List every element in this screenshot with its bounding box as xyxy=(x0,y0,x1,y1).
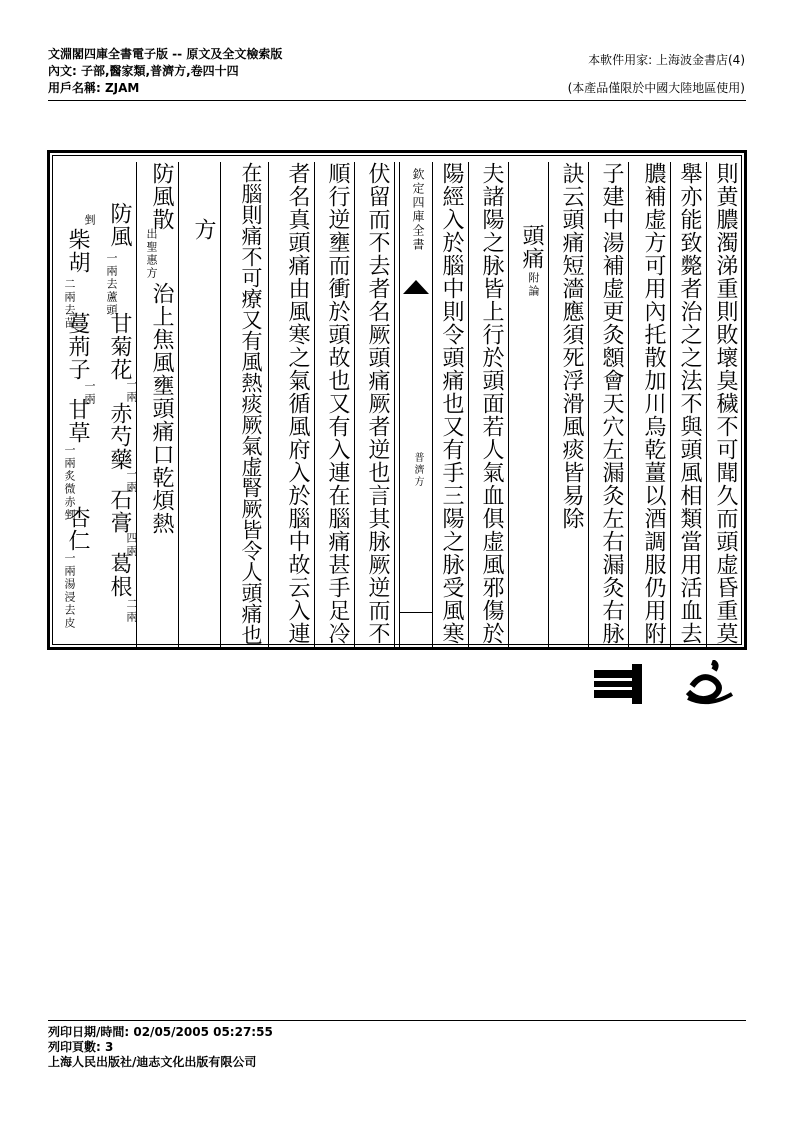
annotation-shaoyao: 一兩 xyxy=(125,468,138,494)
annotation-gegen: 二兩 xyxy=(125,598,138,624)
header-username: 用戶名稱: ZJAM xyxy=(48,81,140,95)
text-column: 則黄膿濁涕重則敗壞臭穢不可聞久而頭虚昏重莫 xyxy=(713,162,738,645)
header-licensee: 本軟件用家: 上海波金書店(4) xyxy=(588,53,745,67)
ingredients-column-1 xyxy=(101,162,137,648)
center-gutter xyxy=(399,162,433,648)
formula-title: 防風散 xyxy=(149,162,174,231)
annotation-juhua: 一兩 xyxy=(125,378,138,404)
annotation-gancao: 一兩炙微赤剉 xyxy=(63,444,76,522)
header-content-path: 內文: 子部,醫家類,普濟方,卷四十四 xyxy=(48,64,239,78)
annotation-xingren: 一兩湯浸去皮 xyxy=(63,552,76,630)
page-inner-border xyxy=(52,155,742,645)
page-frame xyxy=(47,150,747,650)
text-column: 夫諸陽之脉皆上行於頭面若人氣血俱虚風邪傷於 xyxy=(473,162,509,648)
header-title: 文淵閣四庫全書電子版 -- 原文及全文檢索版 xyxy=(48,47,283,61)
header-left xyxy=(48,46,282,97)
herb-shaoyao: 赤芍藥 xyxy=(107,402,132,471)
annotation-chaihu: 二兩去苗 xyxy=(63,278,76,330)
section-heading: 頭痛 xyxy=(519,224,544,270)
herb-gegen: 葛根 xyxy=(107,552,132,598)
text-column: 在腦則痛不可療又有風熱痰厥氣虚腎厥皆令人頭痛也 xyxy=(233,162,269,648)
fang-heading: 方 xyxy=(191,218,216,241)
footer-rule xyxy=(48,1020,746,1021)
gutter-volume-title: 普濟方 xyxy=(412,452,423,488)
herb-fangfeng: 防風 xyxy=(107,202,132,248)
text-column: 舉亦能致斃者治之之法不與頭風相類當用活血去 xyxy=(671,162,707,648)
herb-manjingzi: 蔓荊子 xyxy=(65,312,90,381)
text-column: 子建中湯補虚更灸顖會天穴左漏灸左右漏灸右脉 xyxy=(593,162,629,648)
herb-gancao: 甘草 xyxy=(65,398,90,444)
text-column: 順行逆壅而衝於頭故也又有入連在腦痛甚手足冷 xyxy=(319,162,355,648)
text-column: 伏留而不去者名厥頭痛厥者逆也言其脉厥逆而不 xyxy=(359,162,395,648)
footer xyxy=(48,1025,273,1070)
gutter-divider xyxy=(400,612,432,613)
ingredients-column-2 xyxy=(59,162,95,648)
formula-indication: 治上焦風壅頭痛口乾煩熱 xyxy=(149,282,174,535)
formula-title-column xyxy=(143,162,179,648)
annotation-fangfeng: 一兩去蘆頭 xyxy=(105,252,118,317)
text-column: 膿補虚方可用內托散加川烏乾薑以酒調服仍用附 xyxy=(635,162,671,648)
header-usage-note: (本產品僅限於中國大陸地區使用) xyxy=(567,81,745,95)
herb-xingren: 杏仁 xyxy=(65,506,90,552)
header-right xyxy=(568,46,745,102)
annotation-cuo: 剉 xyxy=(83,214,96,227)
text-column: 陽經入於腦中則令頭痛也又有手三陽之脉受風寒 xyxy=(433,162,469,648)
herb-chaihu: 柴胡 xyxy=(65,228,90,274)
text-column: 訣云頭痛短濇應須死浮滑風痰皆易除 xyxy=(553,162,589,648)
header-rule xyxy=(48,100,746,101)
annotation-futou: 附論 xyxy=(527,272,540,298)
fang-heading-column xyxy=(185,162,221,648)
publisher-name: 上海人民出版社/迪志文化出版有限公司 xyxy=(48,1055,257,1069)
gutter-fishtail-icon xyxy=(403,280,429,294)
publisher-logo-icon xyxy=(592,660,742,708)
annotation-source: 出聖惠方 xyxy=(145,228,158,280)
print-datetime: 列印日期/時間: 02/05/2005 05:27:55 xyxy=(48,1025,273,1039)
text-column: 者名真頭痛由風寒之氣循風府入於腦中故云入連 xyxy=(279,162,315,648)
annotation-shigao: 四兩 xyxy=(125,532,138,558)
herb-shigao: 石膏 xyxy=(107,488,132,534)
print-page-count: 列印頁數: 3 xyxy=(48,1040,114,1054)
gutter-book-title: 欽定四庫全書 xyxy=(411,168,425,252)
annotation-manjing: 一兩 xyxy=(83,380,96,406)
herb-juhua: 甘菊花 xyxy=(107,312,132,381)
section-heading-column xyxy=(513,162,549,648)
